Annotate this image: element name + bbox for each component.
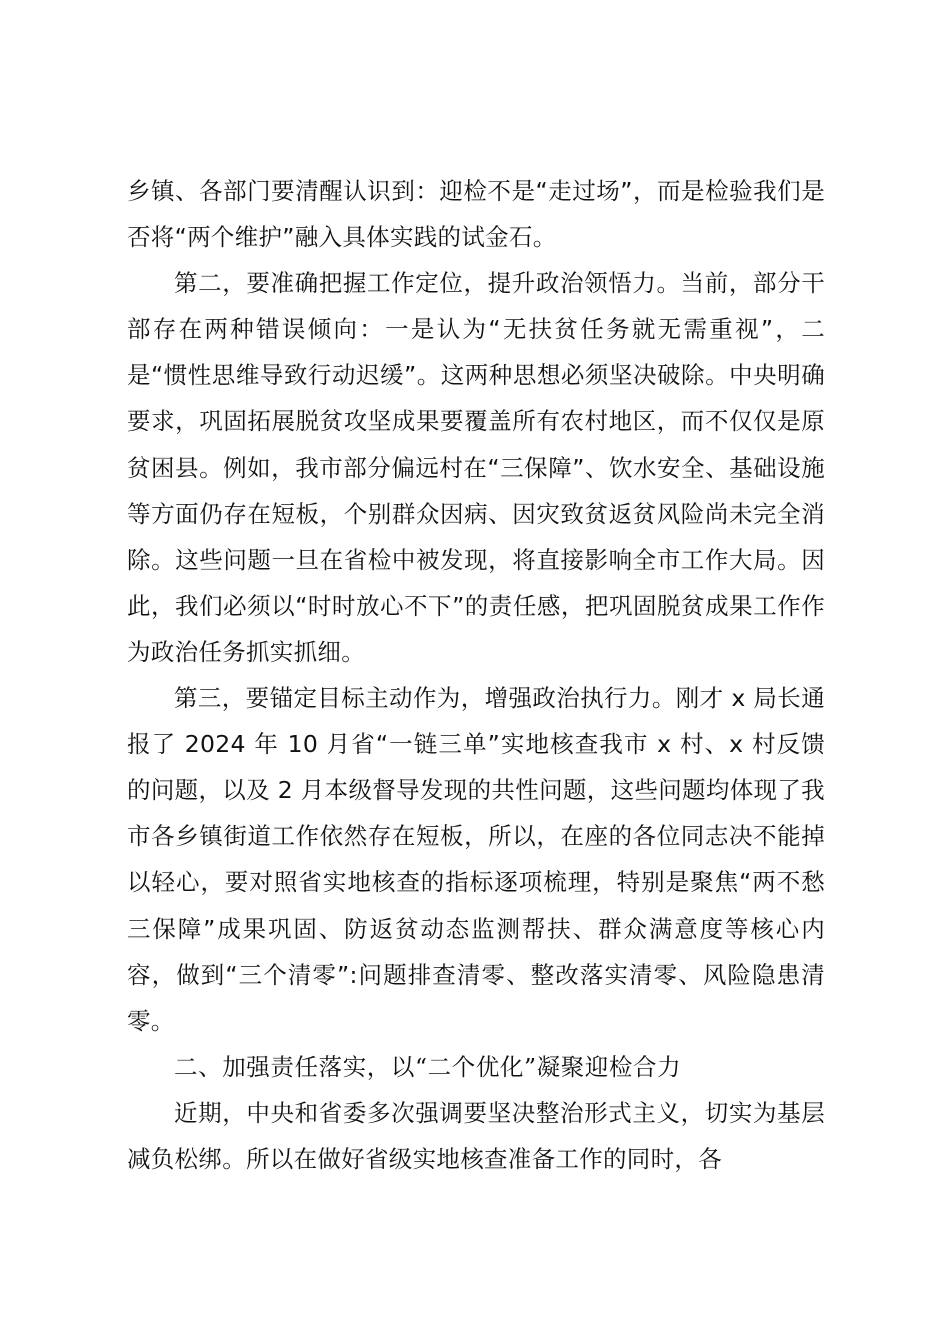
paragraph-political-understanding: 第二，要准确把握工作定位，提升政治领悟力。当前，部分干部存在两种错误倾向：一是认为“无扶贫任务就无需重视”，二是“惯性思维导致行动迟缓”。这两种思想必须坚决破除。中央明确要求，巩固拓展脱贫攻坚成果要覆盖所有农村地区，而不仅仅是原贫困县。例如，我市部分偏远村在“三保障”、饮水安全、基础设施等方面仍存在短板，个别群众因病、因灾致贫返贫风险尚未完全消除。这些问题一旦在省检中被发现，将直接影响全市工作大局。因此，我们必须以“时时放心不下”的责任感，把巩固脱贫成果工作作为政治任务抓实抓细。	[127, 269, 825, 666]
paragraph-continuation: 乡镇、各部门要清醒认识到：迎检不是“走过场”，而是检验我们是否将“两个维护”融入具体实践的试金石。	[127, 177, 825, 252]
document-body	[127, 168, 825, 1182]
paragraph-political-execution: 第三，要锚定目标主动作为，增强政治执行力。刚才 x 局长通报了 2024 年 10 月省“一链三单”实地核查我市 x 村、x 村反馈的问题，以及 2 月本级督导发现的共性问题，这些问题均体现了我市各乡镇街道工作依然存在短板，所以，在座的各位同志决不能掉以轻心，要对照省实地核查的指标逐项梳理，特别是聚焦“两不愁三保障”成果巩固、防返贫动态监测帮扶、群众满意度等核心内容，做到“三个清零”:问题排查清零、整改落实清零、风险隐患清零。	[127, 684, 825, 1035]
section-heading: 二、加强责任落实，以“二个优化”凝聚迎检合力	[174, 1052, 682, 1081]
paragraph-reduce-formalism: 近期，中央和省委多次强调要坚决整治形式主义，切实为基层减负松绑。所以在做好省级实地核查准备工作的同时，各	[127, 1098, 825, 1173]
